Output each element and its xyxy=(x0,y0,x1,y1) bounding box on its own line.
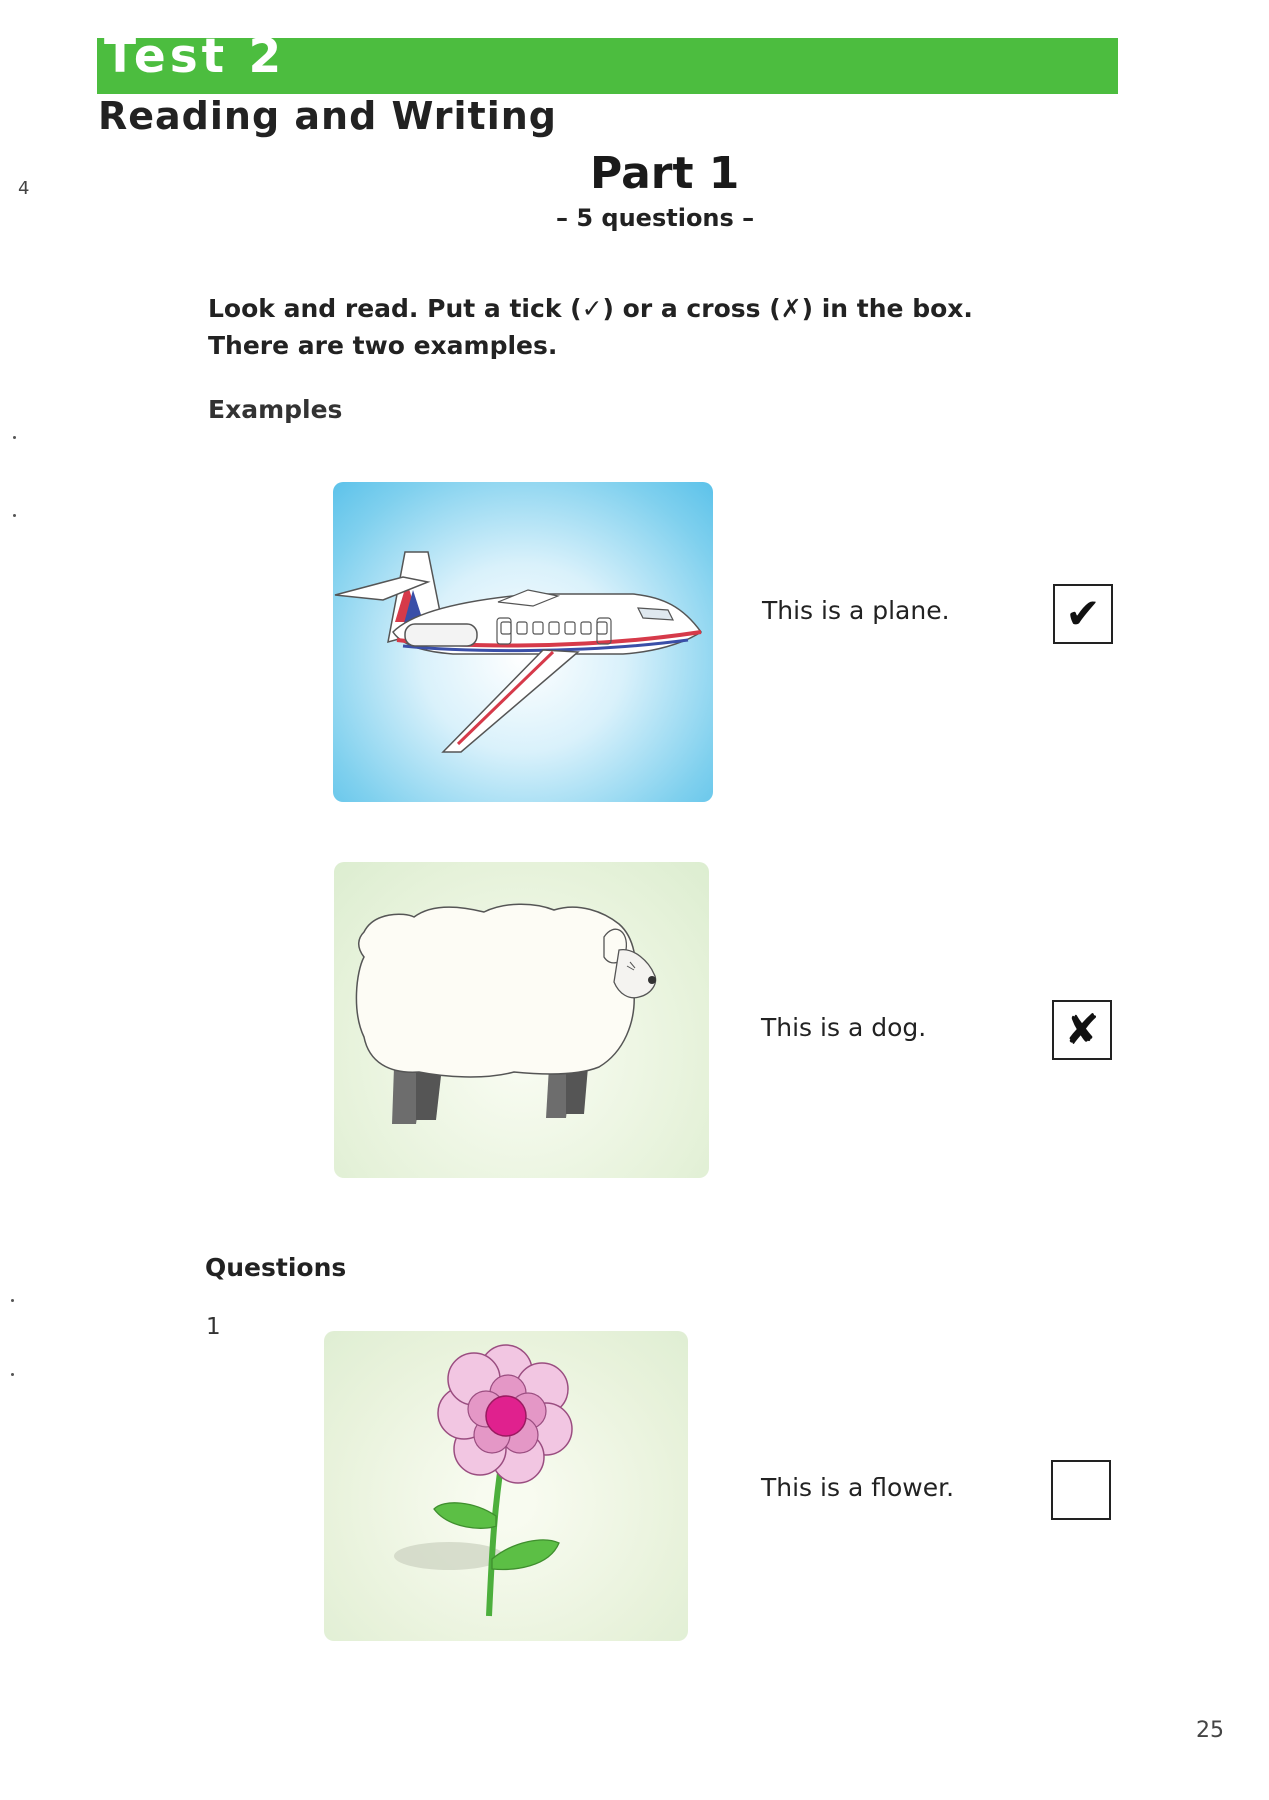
plane-illustration xyxy=(333,482,713,802)
question-1-number: 1 xyxy=(206,1314,221,1340)
margin-number: 4 xyxy=(18,178,30,199)
section-title: Reading and Writing xyxy=(98,94,557,138)
question-1-answer-box[interactable] xyxy=(1051,1460,1111,1520)
questions-heading: Questions xyxy=(205,1253,347,1282)
instruction-line-2: There are two examples. xyxy=(208,331,558,360)
example-1-sentence: This is a plane. xyxy=(762,596,950,625)
scan-speck xyxy=(11,1299,14,1302)
part-title: Part 1 xyxy=(590,148,740,199)
examples-heading: Examples xyxy=(208,395,343,424)
page-number: 25 xyxy=(1196,1718,1224,1743)
part-subtitle: – 5 questions – xyxy=(556,204,755,232)
example-2-sentence: This is a dog. xyxy=(761,1013,927,1042)
question-1-sentence: This is a flower. xyxy=(761,1473,955,1502)
example-1-answer-box: ✔ xyxy=(1053,584,1113,644)
example-2-answer-box: ✘ xyxy=(1052,1000,1112,1060)
instruction-line-1: Look and read. Put a tick (✓) or a cross (✗) in the box. xyxy=(208,294,973,323)
test-label: Test 2 xyxy=(104,29,286,84)
scan-speck xyxy=(11,1373,14,1376)
flower-illustration xyxy=(324,1331,688,1641)
sheep-illustration xyxy=(334,862,709,1178)
scan-speck xyxy=(13,436,16,439)
scan-speck xyxy=(13,514,16,517)
